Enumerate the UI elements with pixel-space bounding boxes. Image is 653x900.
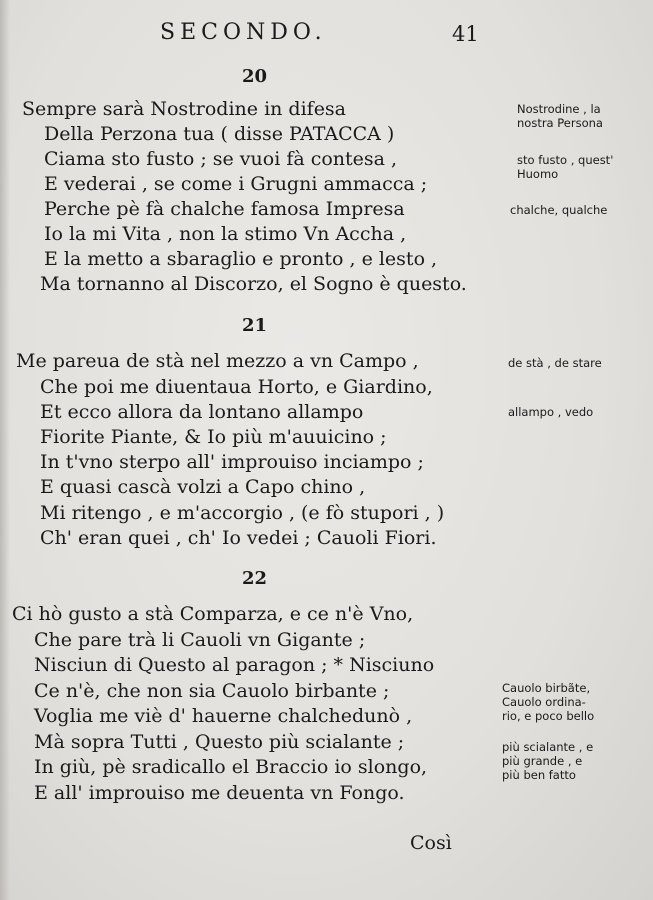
margin-gloss (508, 405, 593, 419)
verse-line: Della Perzona tua ( disse PATACCA ) (44, 123, 395, 145)
verse-line: Et ecco allora da lontano allampo (40, 401, 364, 423)
verse-line: Nisciun di Questo al paragon ; * Nisciuno (34, 654, 435, 676)
verse-line: Ci hò gusto a stà Comparza, e ce n'è Vno, (12, 603, 414, 625)
margin-gloss (502, 681, 594, 723)
gloss-line: più scialante , e (502, 740, 594, 754)
verse-line: Ciama sto fusto ; se vuoi fà contesa , (44, 148, 398, 170)
catchword: Così (410, 832, 452, 854)
verse-line: Mà sopra Tutti , Questo più scialante ; (34, 731, 405, 753)
verse-line: Perche pè fà chalche famosa Impresa (44, 198, 405, 220)
gloss-line: più ben fatto (502, 768, 576, 782)
verse-line: E all' improuiso me deuenta vn Fongo. (34, 782, 405, 804)
verse-line: Io la mi Vita , non la stimo Vn Accha , (44, 223, 407, 245)
gloss-line: sto fusto , quest' (517, 153, 614, 167)
gloss-line: Huomo (517, 167, 559, 181)
stanza-number: 22 (242, 568, 268, 589)
gloss-line: chalche, qualche (510, 203, 608, 217)
stanza-number: 21 (242, 315, 268, 336)
verse-line: Che poi me diuentaua Horto, e Giardino, (40, 376, 433, 398)
verse-line: Voglia me viè d' hauerne chalchedunò , (34, 705, 413, 727)
verse-line: In giù, pè sradicallo el Braccio io slongo, (34, 756, 428, 778)
page-number: 41 (452, 22, 479, 46)
verse-line: Che pare trà li Cauoli vn Gigante ; (34, 629, 366, 651)
verse-line: E la metto a sbaraglio e pronto , e lesto , (44, 248, 438, 270)
verse-line: E vederai , se come i Grugni ammacca ; (44, 173, 428, 195)
margin-gloss (502, 740, 593, 782)
verse-line: In t'vno sterpo all' improuiso inciampo ; (40, 451, 424, 473)
gloss-line: de stà , de stare (508, 356, 602, 370)
gloss-line: allampo , vedo (508, 405, 594, 419)
gloss-line: Cauolo ordina- (502, 695, 586, 709)
margin-gloss (517, 153, 613, 181)
margin-gloss (508, 356, 602, 370)
running-head: SECONDO. (160, 20, 327, 45)
gloss-line: nostra Persona (517, 116, 603, 130)
gloss-line: più grande , e (502, 754, 583, 768)
verse-line: Mi ritengo , e m'accorgio , (e fò stupori , ) (40, 502, 445, 524)
page-gutter-shadow (0, 0, 10, 900)
verse-line: Fiorite Piante, & Io più m'auuicino ; (40, 426, 387, 448)
verse-line: Ma tornanno al Discorzo, el Sogno è questo. (40, 273, 467, 295)
verse-line: Ce n'è, che non sia Cauolo birbante ; (34, 680, 390, 702)
verse-line: Me pareua de stà nel mezzo a vn Campo , (16, 350, 419, 372)
verse-line: Sempre sarà Nostrodine in difesa (22, 98, 347, 120)
verse-line: E quasi cascà volzi a Capo chino , (40, 476, 366, 498)
gloss-line: rio, e poco bello (502, 709, 595, 723)
gloss-line: Nostrodine , la (517, 102, 601, 116)
stanza-number: 20 (242, 66, 268, 87)
margin-gloss (510, 203, 607, 217)
verse-line: Ch' eran quei , ch' Io vedei ; Cauoli Fiori. (40, 527, 437, 549)
gloss-line: Cauolo birbãte, (502, 681, 591, 695)
margin-gloss (517, 102, 603, 130)
